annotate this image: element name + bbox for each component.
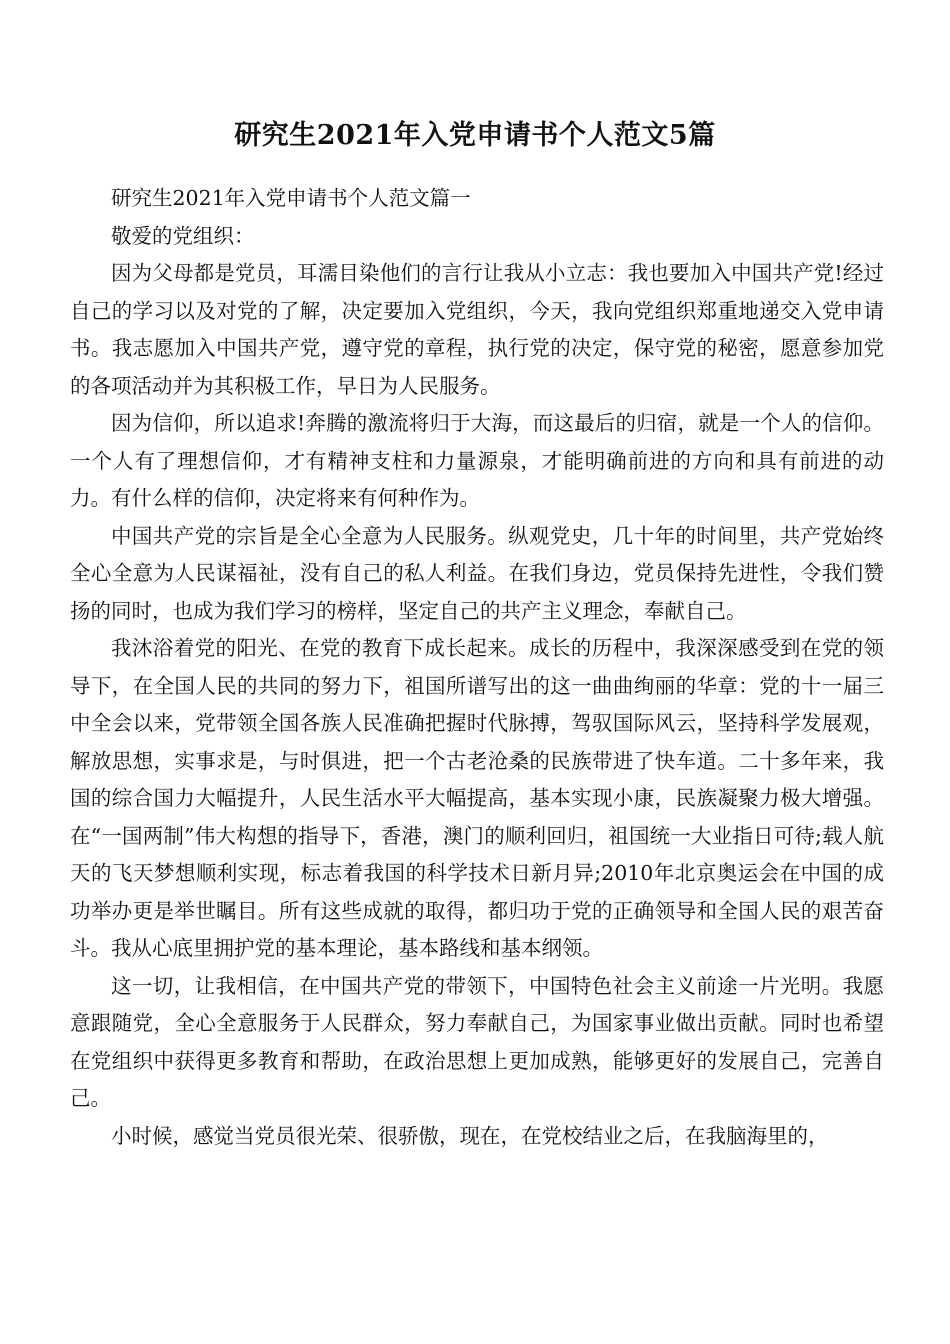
salutation-paragraph: 敬爱的党组织： (111, 223, 255, 248)
document-body (70, 180, 884, 1155)
body-paragraph: 我沐浴着党的阳光、在党的教育下成长起来。成长的历程中，我深深感受到在党的领导下，在全国人民的共同的努力下，祖国所谱写出的这一曲曲绚丽的华章：党的十一届三中全会以来，党带领全国各族人民准确把握时代脉搏，驾驭国际风云，坚持科学发展观，解放思想，实事求是，与时俱进，把一个古老沧桑的民族带进了快车道。二十多年来，我国的综合国力大幅提升，人民生活水平大幅提高，基本实现小康，民族凝聚力极大增强。在“一国两制”伟大构想的指导下，香港，澳门的顺利回归，祖国统一大业指日可待;载人航天的飞天梦想顺利实现，标志着我国的科学技术日新月异;2010年北京奥运会在中国的成功举办更是举世瞩目。所有这些成就的取得，都归功于党的正确领导和全国人民的艰苦奋斗。我从心底里拥护党的基本理论，基本路线和基本纲领。 (70, 636, 884, 960)
body-paragraph: 因为信仰，所以追求!奔腾的激流将归于大海，而这最后的归宿，就是一个人的信仰。一个人有了理想信仰，才有精神支柱和力量源泉，才能明确前进的方向和具有前进的动力。有什么样的信仰，决定将来有何种作为。 (70, 411, 884, 510)
body-paragraph: 小时候，感觉当党员很光荣、很骄傲，现在，在党校结业之后，在我脑海里的， (111, 1123, 829, 1148)
document-title: 研究生2021年入党申请书个人范文5篇 (234, 120, 716, 152)
subtitle-paragraph: 研究生2021年入党申请书个人范文篇一 (111, 186, 471, 210)
body-paragraph: 这一切，让我相信，在中国共产党的带领下，中国特色社会主义前途一片光明。我愿意跟随党，全心全意服务于人民群众，努力奉献自己，为国家事业做出贡献。同时也希望在党组织中获得更多教育和帮助，在政治思想上更加成熟，能够更好的发展自己，完善自己。 (70, 973, 884, 1110)
body-paragraph: 中国共产党的宗旨是全心全意为人民服务。纵观党史，几十年的时间里，共产党始终全心全意为人民谋福祉，没有自己的私人利益。在我们身边，党员保持先进性，令我们赞扬的同时，也成为我们学习的榜样，坚定自己的共产主义理念，奉献自己。 (70, 523, 884, 623)
body-paragraph: 因为父母都是党员，耳濡目染他们的言行让我从小立志：我也要加入中国共产党!经过自己的学习以及对党的了解，决定要加入党组织，今天，我向党组织郑重地递交入党申请书。我志愿加入中国共产党，遵守党的章程，执行党的决定，保守党的秘密，愿意参加党的各项活动并为其积极工作，早日为人民服务。 (70, 261, 884, 398)
